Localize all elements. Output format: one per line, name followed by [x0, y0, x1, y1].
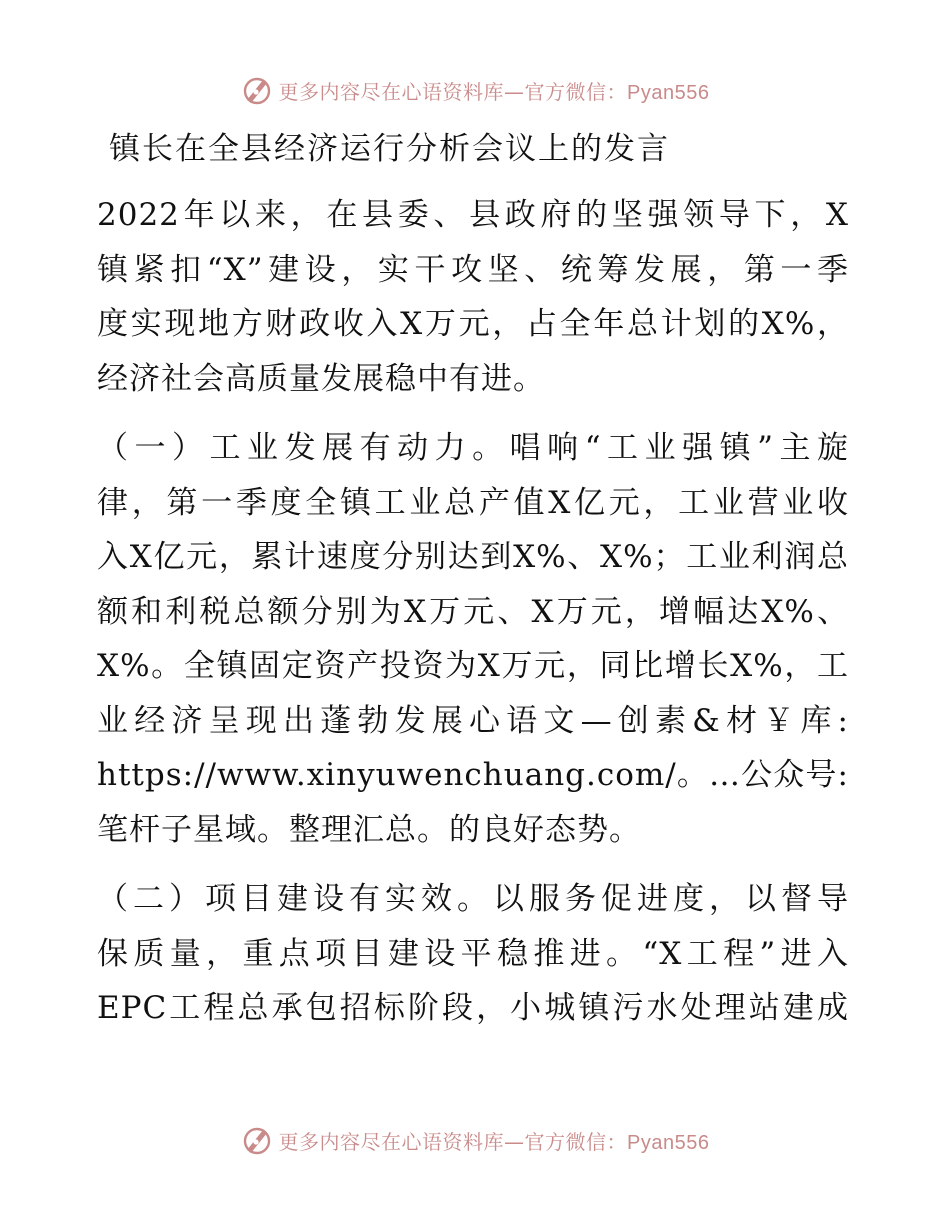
watermark-inner	[241, 74, 710, 106]
paragraph-line: 入X亿元，累计速度分别达到X%、X%；工业利润总	[97, 539, 849, 575]
paragraph-line: 2022年以来，在县委、县政府的坚强领导下，X	[97, 197, 849, 233]
paragraph-line: EPC工程总承包招标阶段，小城镇污水处理站建成	[97, 990, 849, 1026]
paragraph-line: 度实现地方财政收入X万元，占全年总计划的X%，	[97, 306, 849, 342]
document-title: 镇长在全县经济运行分析会议上的发言	[109, 131, 670, 167]
header-watermark	[0, 70, 950, 110]
footer-watermark	[0, 1120, 950, 1160]
paragraph-intro	[97, 188, 857, 406]
watermark-text	[279, 76, 710, 105]
paragraph-line: 业经济呈现出蓬勃发展心语文—创素&材￥库:	[97, 702, 849, 739]
paragraph-line: X%。全镇固定资产投资为X万元，同比增长X%，工	[97, 648, 849, 684]
watermark-handle: Pyan556	[627, 1131, 710, 1154]
watermark-text	[279, 1126, 710, 1155]
paragraph-line: 笔杆子星域。整理汇总。的良好态势。	[97, 811, 641, 848]
paragraph-line: （一）工业发展有动力。唱响“工业强镇”主旋	[97, 430, 849, 466]
paragraph-line: 额和利税总额分别为X万元、X万元，增幅达X%、	[97, 593, 849, 630]
paragraph-line: 经济社会高质量发展稳中有进。	[97, 360, 545, 397]
paragraph-projects	[97, 872, 857, 1036]
paragraph-line: 保质量，重点项目建设平稳推进。“X工程”进入	[97, 935, 849, 972]
document-body	[97, 122, 857, 1051]
watermark-handle: Pyan556	[627, 81, 710, 104]
watermark-main-text: 更多内容尽在心语资料库—官方微信：	[278, 1129, 628, 1154]
pen-circle-logo-icon	[241, 74, 273, 106]
pen-circle-logo-icon	[241, 1124, 273, 1156]
watermark-inner	[241, 1124, 710, 1156]
paragraph-line: https://www.xinyuwenchuang.com/。…公众号:	[97, 757, 849, 793]
paragraph-line: 律，第一季度全镇工业总产值X亿元，工业营业收	[97, 484, 849, 521]
paragraph-industry	[97, 421, 857, 857]
paragraph-line: 镇紧扣“X”建设，实干攻坚、统筹发展，第一季	[97, 251, 849, 288]
watermark-main-text: 更多内容尽在心语资料库—官方微信：	[278, 79, 628, 104]
paragraph-line: （二）项目建设有实效。以服务促进度，以督导	[97, 881, 849, 917]
